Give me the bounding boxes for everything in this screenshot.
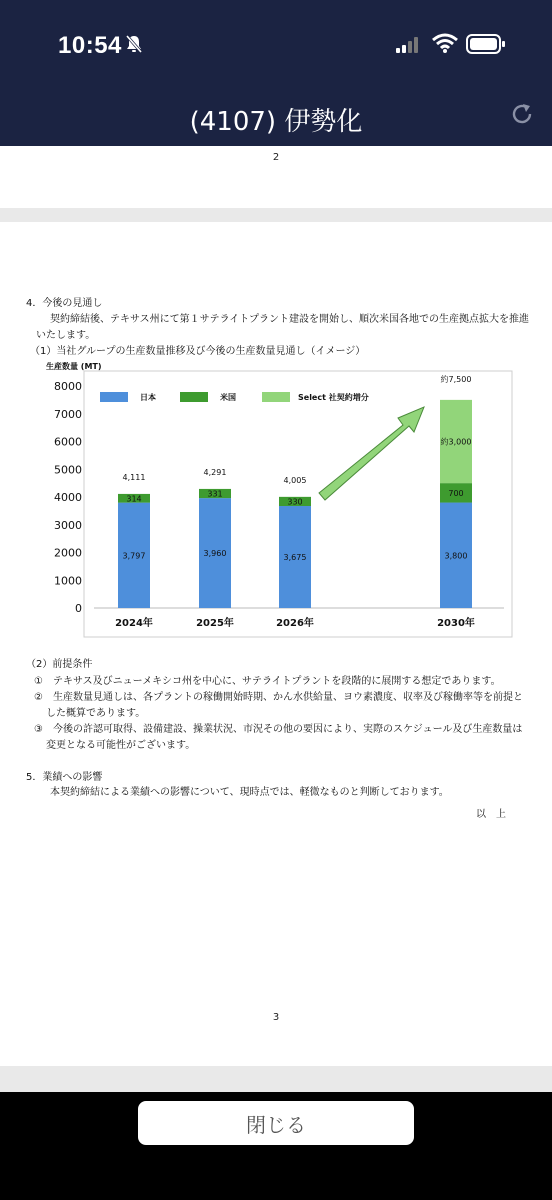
y-tick-label: 4000: [54, 491, 82, 504]
condition-3: ③ 今後の許認可取得、設備建設、操業状況、市況その他の要因により、実際のスケジュール及び生産数量は: [34, 724, 523, 735]
bar-value-label: 331: [207, 489, 223, 499]
section-4-title: 4．今後の見通し: [26, 298, 103, 309]
closing-mark: 以 上: [476, 809, 506, 820]
x-tick-label: 2026年: [276, 618, 314, 629]
legend-swatch: [262, 392, 290, 402]
y-tick-label: 1000: [54, 574, 82, 588]
document-page-3: [0, 222, 552, 1066]
refresh-icon[interactable]: [510, 102, 534, 126]
section-4-paragraph: 契約締結後、テキサス州にて第１サテライトプラント建設を開始し、順次米国各地での生産拠点拡大を推進: [50, 314, 529, 325]
close-button[interactable]: 閉じる: [138, 1101, 414, 1145]
production-volume-chart: [34, 360, 514, 640]
x-tick-label: 2030年: [437, 618, 475, 629]
bar-value-label: 3,800: [444, 551, 468, 561]
legend-swatch: [100, 392, 128, 402]
section-5-paragraph: 本契約締結による業績への影響について、現時点では、軽微なものと判断しております。: [50, 787, 449, 798]
page-number: 3: [272, 1012, 280, 1023]
y-tick-label: 5000: [54, 463, 82, 477]
battery-icon: [466, 34, 506, 54]
status-time: 10:54: [58, 32, 122, 59]
bar-value-label: 330: [287, 497, 303, 507]
y-axis-title: 生産数量 (MT): [46, 362, 102, 371]
legend-label: 米国: [220, 393, 236, 402]
section-4-subheading-1: （1）当社グループの生産数量推移及び今後の生産数量見通し（イメージ）: [30, 346, 366, 357]
section-4-subheading-2: （2）前提条件: [26, 659, 93, 670]
page-number: 2: [272, 152, 280, 163]
x-tick-label: 2025年: [196, 618, 234, 629]
document-page-2: [0, 146, 552, 208]
nav-title: (4107) 伊勢化: [189, 107, 363, 137]
y-tick-label: 0: [75, 602, 82, 615]
bar-value-label: 3,960: [203, 549, 227, 559]
legend-label: Select 社契約増分: [298, 393, 369, 402]
condition-2: ② 生産数量見通しは、各プラントの稼働開始時期、かん水供給量、ヨウ素濃度、収率及び稼働率等を前提と: [34, 692, 523, 703]
section-4-paragraph-cont: いたします。: [36, 330, 96, 341]
x-tick-label: 2024年: [115, 618, 153, 629]
condition-3-cont: 変更となる可能性がございます。: [46, 740, 196, 751]
y-tick-label: 8000: [54, 380, 82, 393]
condition-1: ① テキサス及びニューメキシコ州を中心に、サテライトプラントを段階的に展開する想定であります。: [34, 676, 501, 687]
legend-label: 日本: [140, 393, 156, 402]
bar-total-label: 4,005: [283, 475, 307, 485]
status-bar: [0, 0, 552, 86]
legend-swatch: [180, 392, 208, 402]
bar-value-label: 約3,000: [440, 437, 472, 447]
bar-value-label: 700: [448, 488, 464, 498]
bar-total-label: 約7,500: [440, 374, 472, 384]
bar-total-label: 4,111: [122, 472, 146, 482]
bar-value-label: 314: [126, 494, 142, 504]
y-tick-label: 3000: [54, 518, 82, 532]
bar-value-label: 3,675: [283, 553, 307, 563]
y-tick-label: 7000: [54, 407, 82, 421]
nav-bar: [0, 86, 552, 146]
wifi-icon: [432, 33, 458, 53]
condition-2-cont: した概算であります。: [46, 708, 146, 719]
bar-value-label: 3,797: [122, 551, 146, 561]
y-tick-label: 6000: [54, 435, 82, 449]
y-tick-label: 2000: [54, 546, 82, 560]
bar-total-label: 4,291: [203, 467, 227, 477]
bell-muted-icon: [124, 34, 144, 54]
cellular-signal-icon: [396, 37, 422, 53]
section-5-title: 5．業績への影響: [26, 772, 103, 783]
